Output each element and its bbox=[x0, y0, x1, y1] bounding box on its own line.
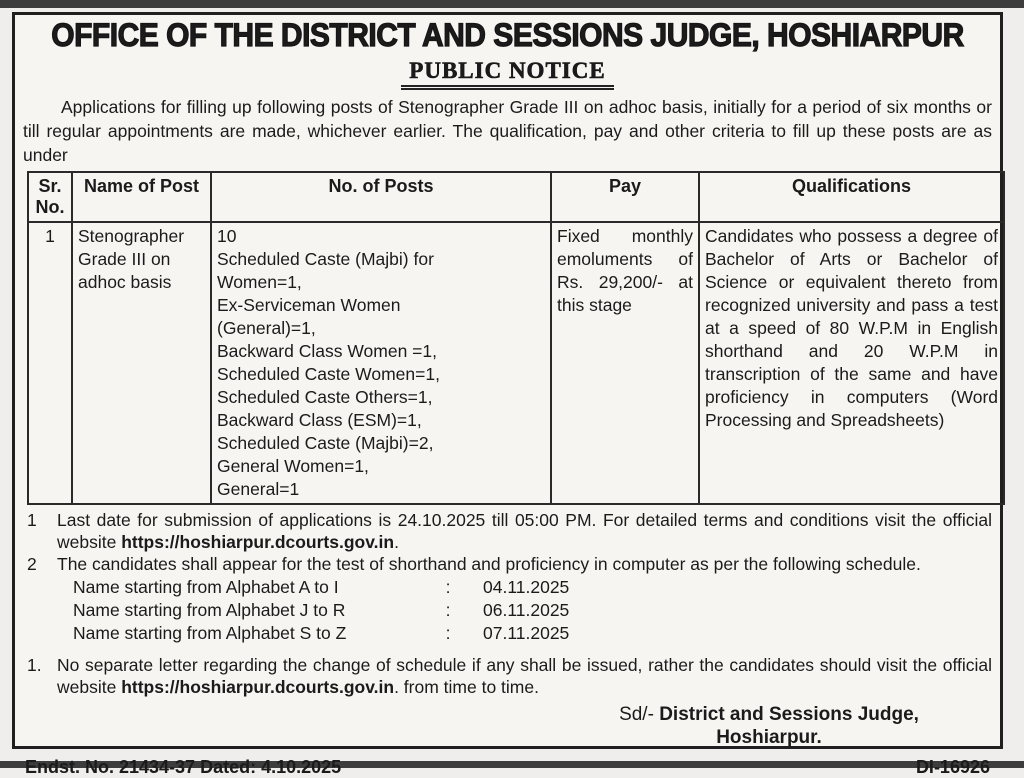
posts-line: General Women=1, bbox=[217, 456, 369, 476]
test-schedule-list bbox=[73, 576, 992, 645]
cell-sr-no: 1 bbox=[28, 222, 72, 504]
posts-line: (General)=1, bbox=[217, 318, 316, 338]
note-text-body: Last date for submission of applications is 24.10.2025 till 05:00 PM. For detailed terms and conditions visit the official website bbox=[57, 510, 992, 552]
cell-qualifications: Candidates who possess a degree of Bachelor of Arts or Bachelor of Science or equivalent thereto from recognized university and pass a test at a speed of 80 W.P.M in English shorthand and 20 W.P.M in transcription of the same and have proficiency in computers (Word Processing and Spreadsheets) bbox=[699, 222, 1004, 504]
posts-line: Ex-Serviceman Women bbox=[217, 295, 401, 315]
posts-line: Scheduled Caste Women=1, bbox=[217, 364, 440, 384]
di-code: DI-16926 bbox=[915, 757, 990, 777]
posts-line: Scheduled Caste (Majbi) for bbox=[217, 249, 434, 269]
signatory-title: District and Sessions Judge, bbox=[659, 704, 919, 725]
intro-paragraph: Applications for filling up following posts of Stenographer Grade III on adhoc basis, initially for a period of six months or till regular appointments are made, whichever earlier. The qualification, pay and other criteria to fill up these posts are as under bbox=[23, 97, 992, 165]
note-number: 1 bbox=[27, 510, 37, 530]
schedule-separator: : bbox=[445, 600, 451, 620]
subtitle-wrap bbox=[21, 58, 994, 90]
header-name-of-post: Name of Post bbox=[72, 172, 211, 222]
posts-line: Scheduled Caste Others=1, bbox=[217, 387, 433, 407]
signature-block bbox=[554, 703, 984, 749]
schedule-label: Name starting from Alphabet A to I bbox=[73, 577, 339, 597]
header-sr-no: Sr. No. bbox=[28, 172, 72, 222]
note-number: 2 bbox=[27, 554, 37, 574]
table-header-row bbox=[28, 172, 1004, 222]
note-test-schedule bbox=[27, 553, 992, 575]
office-title: OFFICE OF THE DISTRICT AND SESSIONS JUDGE, HOSHIARPUR bbox=[51, 18, 964, 54]
schedule-row bbox=[73, 576, 992, 599]
table-row bbox=[28, 222, 1004, 504]
scan-edge-top bbox=[0, 0, 1024, 8]
schedule-separator: : bbox=[445, 577, 451, 597]
posts-line: Backward Class Women =1, bbox=[217, 341, 437, 361]
website-url: https://hoshiarpur.dcourts.gov.in bbox=[121, 532, 395, 552]
header-no-of-posts: No. of Posts bbox=[211, 172, 551, 222]
note-text-suffix: . bbox=[394, 532, 399, 552]
posts-line: General=1 bbox=[217, 479, 300, 499]
header-qualifications: Qualifications bbox=[699, 172, 1004, 222]
note-text bbox=[57, 509, 992, 553]
signature-line bbox=[554, 703, 984, 726]
sd-prefix: Sd/- bbox=[619, 704, 660, 725]
note-text bbox=[57, 654, 992, 698]
schedule-separator: : bbox=[445, 623, 451, 643]
document-footer bbox=[25, 756, 990, 778]
posts-line: Backward Class (ESM)=1, bbox=[217, 410, 422, 430]
schedule-date: 04.11.2025 bbox=[483, 577, 570, 597]
schedule-row bbox=[73, 622, 992, 645]
notes-section bbox=[27, 509, 992, 698]
posts-line: Women=1, bbox=[217, 272, 302, 292]
cell-pay: Fixed monthly emoluments of Rs. 29,200/- at this stage bbox=[551, 222, 699, 504]
website-url: https://hoshiarpur.dcourts.gov.in bbox=[121, 677, 395, 697]
public-notice-heading: PUBLIC NOTICE bbox=[401, 58, 613, 90]
schedule-date: 06.11.2025 bbox=[483, 600, 570, 620]
posts-line: 10 bbox=[217, 226, 237, 246]
schedule-date: 07.11.2025 bbox=[483, 623, 570, 643]
signatory-place: Hoshiarpur. bbox=[716, 727, 822, 748]
note-text-body: No separate letter regarding the change of schedule if any shall be issued, rather the candidates should visit the official website bbox=[57, 655, 992, 697]
cell-name-of-post: Stenographer Grade III on adhoc basis bbox=[72, 222, 211, 504]
schedule-label: Name starting from Alphabet S to Z bbox=[73, 623, 347, 643]
note-last-date bbox=[27, 509, 992, 553]
note-number: 1. bbox=[27, 655, 42, 675]
vacancy-table bbox=[27, 171, 1005, 505]
schedule-label: Name starting from Alphabet J to R bbox=[73, 600, 346, 620]
cell-no-of-posts bbox=[211, 222, 551, 504]
endst-number: Endst. No. 21434-37 Dated: 4.10.2025 bbox=[25, 757, 342, 777]
posts-line: Scheduled Caste (Majbi)=2, bbox=[217, 433, 434, 453]
note-text-suffix: . from time to time. bbox=[394, 677, 539, 697]
schedule-row bbox=[73, 599, 992, 622]
public-notice-document bbox=[12, 12, 1003, 777]
note-no-separate-letter bbox=[27, 654, 992, 698]
header-pay: Pay bbox=[551, 172, 699, 222]
note-text: The candidates shall appear for the test of shorthand and proficiency in computer as per the following schedule. bbox=[57, 554, 921, 574]
